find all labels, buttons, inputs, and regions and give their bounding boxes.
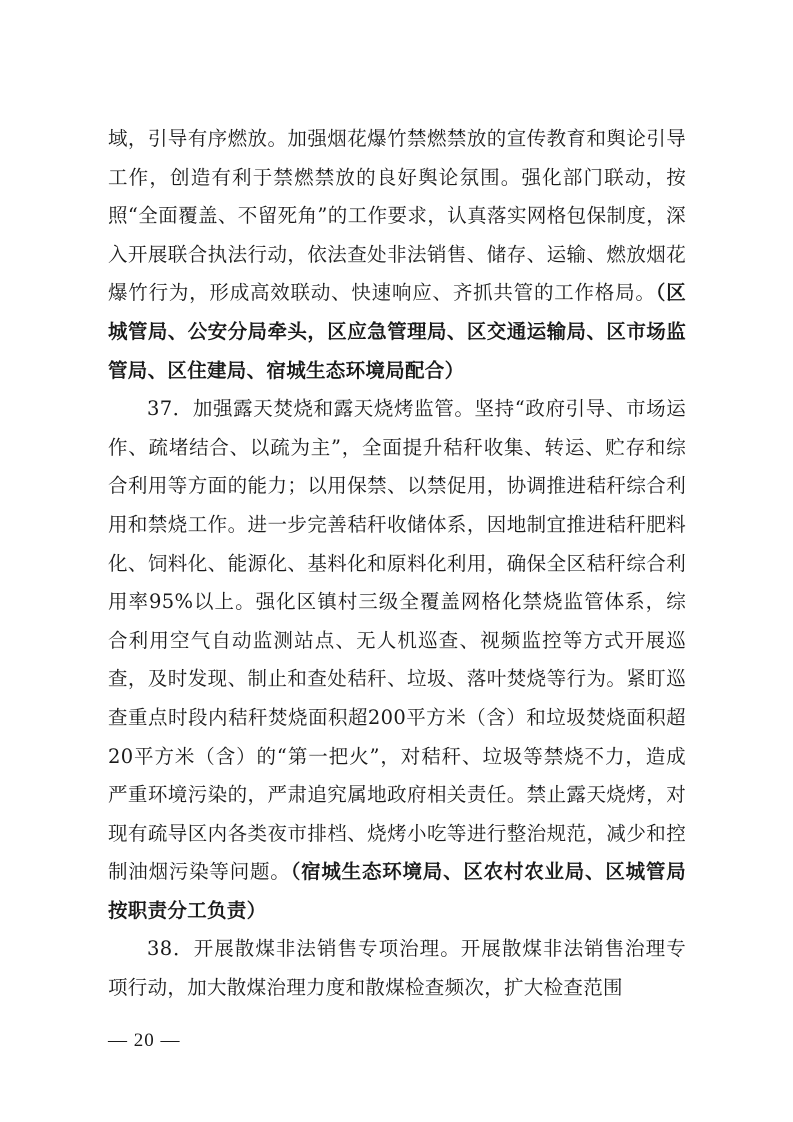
document-body bbox=[108, 120, 686, 1008]
paragraph-text: 域，引导有序燃放。加强烟花爆竹禁燃禁放的宣传教育和舆论引导工作，创造有利于禁燃禁放的良好舆论氛围。强化部门联动，按照“全面覆盖、不留死角”的工作要求，认真落实网格包保制度，深入开展联合执法行动，依法查处非法销售、储存、运输、燃放烟花爆竹行为，形成高效联动、快速响应、齐抓共管的工作格局。 bbox=[108, 127, 686, 305]
paragraph-open-burning bbox=[108, 390, 686, 930]
paragraph-text: 38．开展散煤非法销售专项治理。开展散煤非法销售治理专项行动，加大散煤治理力度和散煤检查频次，扩大检查范围 bbox=[108, 937, 686, 1000]
responsibility-note: （区城管局、公安分局牵头，区应急管理局、区交通运输局、区市场监管局、区住建局、宿城生态环境局配合） bbox=[108, 281, 686, 382]
paragraph-loose-coal bbox=[108, 930, 686, 1007]
paragraph-fireworks bbox=[108, 120, 686, 390]
paragraph-text: 37．加强露天焚烧和露天烧烤监管。坚持“政府引导、市场运作、疏堵结合、以疏为主”，全面提升秸秆收集、转运、贮存和综合利用等方面的能力；以用保禁、以禁促用，协调推进秸秆综合利用和禁烧工作。进一步完善秸秆收储体系，因地制宜推进秸秆肥料化、饲料化、能源化、基料化和原料化利用，确保全区秸秆综合利用率95%以上。强化区镇村三级全覆盖网格化禁烧监管体系，综合利用空气自动监测站点、无人机巡查、视频监控等方式开展巡查，及时发现、制止和查处秸秆、垃圾、落叶焚烧等行为。紧盯巡查重点时段内秸秆焚烧面积超200平方米（含）和垃圾焚烧面积超20平方米（含）的“第一把火”，对秸秆、垃圾等禁烧不力，造成严重环境污染的，严肃追究属地政府相关责任。禁止露天烧烤，对现有疏导区内各类夜市排档、烧烤小吃等进行整治规范，减少和控制油烟污染等问题。 bbox=[108, 397, 686, 884]
responsibility-note: （宿城生态环境局、区农村农业局、区城管局按职责分工负责） bbox=[108, 860, 686, 922]
page-number: — 20 — bbox=[108, 1030, 181, 1051]
